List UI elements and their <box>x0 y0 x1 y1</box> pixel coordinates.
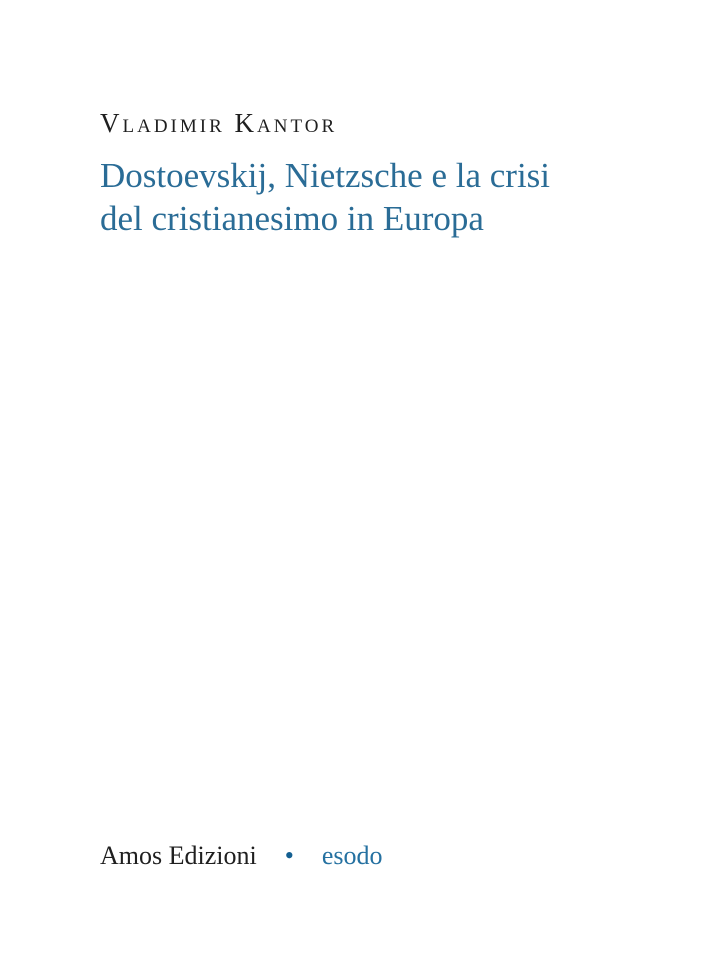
book-title-line-2: del cristianesimo in Europa <box>100 199 484 238</box>
bullet-separator-icon: • <box>284 841 294 870</box>
imprint <box>100 843 383 869</box>
book-title <box>100 154 550 240</box>
author-name: Vladimir Kantor <box>100 108 338 138</box>
book-title-line-1: Dostoevskij, Nietzsche e la crisi <box>100 156 551 195</box>
publisher-name: Amos Edizioni <box>100 841 257 870</box>
series-name: esodo <box>321 841 383 870</box>
